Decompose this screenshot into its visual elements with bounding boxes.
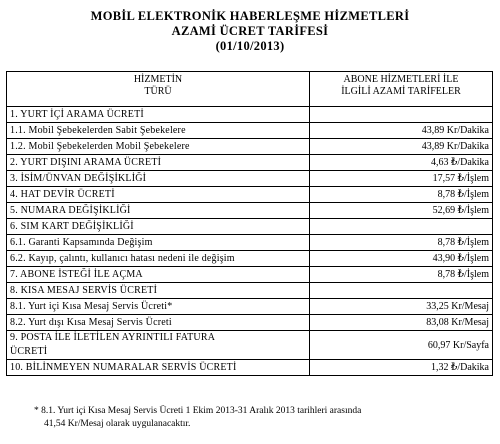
tariff-value: 33,25 Kr/Mesaj	[310, 299, 493, 315]
service-name: 8.1. Yurt içi Kısa Mesaj Servis Ücreti*	[7, 299, 310, 315]
table-header-row	[7, 72, 493, 107]
service-type-header-line2: TÜRÜ	[144, 86, 172, 97]
tariff-value	[310, 283, 493, 299]
service-name: 7. ABONE İSTEĞİ İLE AÇMA	[7, 267, 310, 283]
tariff-value: 1,32 ₺/Dakika	[310, 360, 493, 376]
tariff-value: 4,63 ₺/Dakika	[310, 155, 493, 171]
service-type-header	[7, 72, 310, 107]
service-name: 5. NUMARA DEĞİŞİKLİĞİ	[7, 203, 310, 219]
table-row	[7, 331, 493, 360]
max-tariff-header-line2: İLGİLİ AZAMİ TARİFELER	[341, 86, 461, 97]
table-row	[7, 139, 493, 155]
table-row	[7, 155, 493, 171]
service-name-line2: ÜCRETİ	[10, 346, 48, 357]
table-row	[7, 123, 493, 139]
service-name: 4. HAT DEVİR ÜCRETİ	[7, 187, 310, 203]
service-name: 1. YURT İÇİ ARAMA ÜCRETİ	[7, 107, 310, 123]
service-name: 3. İSİM/ÜNVAN DEĞİŞİKLİĞİ	[7, 171, 310, 187]
max-tariff-header	[310, 72, 493, 107]
tariff-value: 43,89 Kr/Dakika	[310, 123, 493, 139]
table-row	[7, 203, 493, 219]
footnote	[34, 405, 494, 431]
table-row	[7, 283, 493, 299]
table-row	[7, 267, 493, 283]
service-name	[7, 331, 310, 360]
service-name-line1: 9. POSTA İLE İLETİLEN AYRINTILI FATURA	[10, 332, 216, 343]
tariff-value: 60,97 Kr/Sayfa	[310, 331, 493, 360]
table-row	[7, 219, 493, 235]
tariff-value: 17,57 ₺/İşlem	[310, 171, 493, 187]
table-row	[7, 187, 493, 203]
service-name: 6. SIM KART DEĞİŞİKLİĞİ	[7, 219, 310, 235]
service-name: 8.2. Yurt dışı Kısa Mesaj Servis Ücreti	[7, 315, 310, 331]
table-row	[7, 251, 493, 267]
tariff-value: 8,78 ₺/İşlem	[310, 187, 493, 203]
footnote-line2: 41,54 Kr/Mesaj olarak uygulanacaktır.	[44, 419, 191, 429]
tariff-value	[310, 107, 493, 123]
tariff-value: 83,08 Kr/Mesaj	[310, 315, 493, 331]
tariff-value: 52,69 ₺/İşlem	[310, 203, 493, 219]
service-name: 1.1. Mobil Şebekelerden Sabit Şebekelere	[7, 123, 310, 139]
service-type-header-line1: HİZMETİN	[133, 74, 183, 85]
table-row	[7, 360, 493, 376]
service-name: 8. KISA MESAJ SERVİS ÜCRETİ	[7, 283, 310, 299]
document-subtitle: AZAMİ ÜCRET TARİFESİ	[171, 24, 329, 38]
tariff-value: 8,78 ₺/İşlem	[310, 267, 493, 283]
service-name: 2. YURT DIŞINI ARAMA ÜCRETİ	[7, 155, 310, 171]
tariff-value: 43,89 Kr/Dakika	[310, 139, 493, 155]
tariff-value: 43,90 ₺/İşlem	[310, 251, 493, 267]
table-row	[7, 107, 493, 123]
service-name: 10. BİLİNMEYEN NUMARALAR SERVİS ÜCRETİ	[7, 360, 310, 376]
footnote-line1: * 8.1. Yurt içi Kısa Mesaj Servis Ücreti 1 Ekim 2013-31 Aralık 2013 tarihleri arasında	[34, 406, 362, 416]
service-name: 1.2. Mobil Şebekelerden Mobil Şebekelere	[7, 139, 310, 155]
service-name: 6.1. Garanti Kapsamında Değişim	[7, 235, 310, 251]
service-name: 6.2. Kayıp, çalıntı, kullanıcı hatası nedeni ile değişim	[7, 251, 310, 267]
max-tariff-header-line1: ABONE HİZMETLERİ İLE	[343, 74, 459, 85]
tariff-table	[6, 71, 493, 376]
tariff-value: 8,78 ₺/İşlem	[310, 235, 493, 251]
tariff-value	[310, 219, 493, 235]
table-row	[7, 235, 493, 251]
table-row	[7, 315, 493, 331]
table-row	[7, 171, 493, 187]
document-title: MOBİL ELEKTRONİK HABERLEŞME HİZMETLERİ	[90, 9, 410, 23]
table-row	[7, 299, 493, 315]
document-date: (01/10/2013)	[215, 39, 285, 53]
